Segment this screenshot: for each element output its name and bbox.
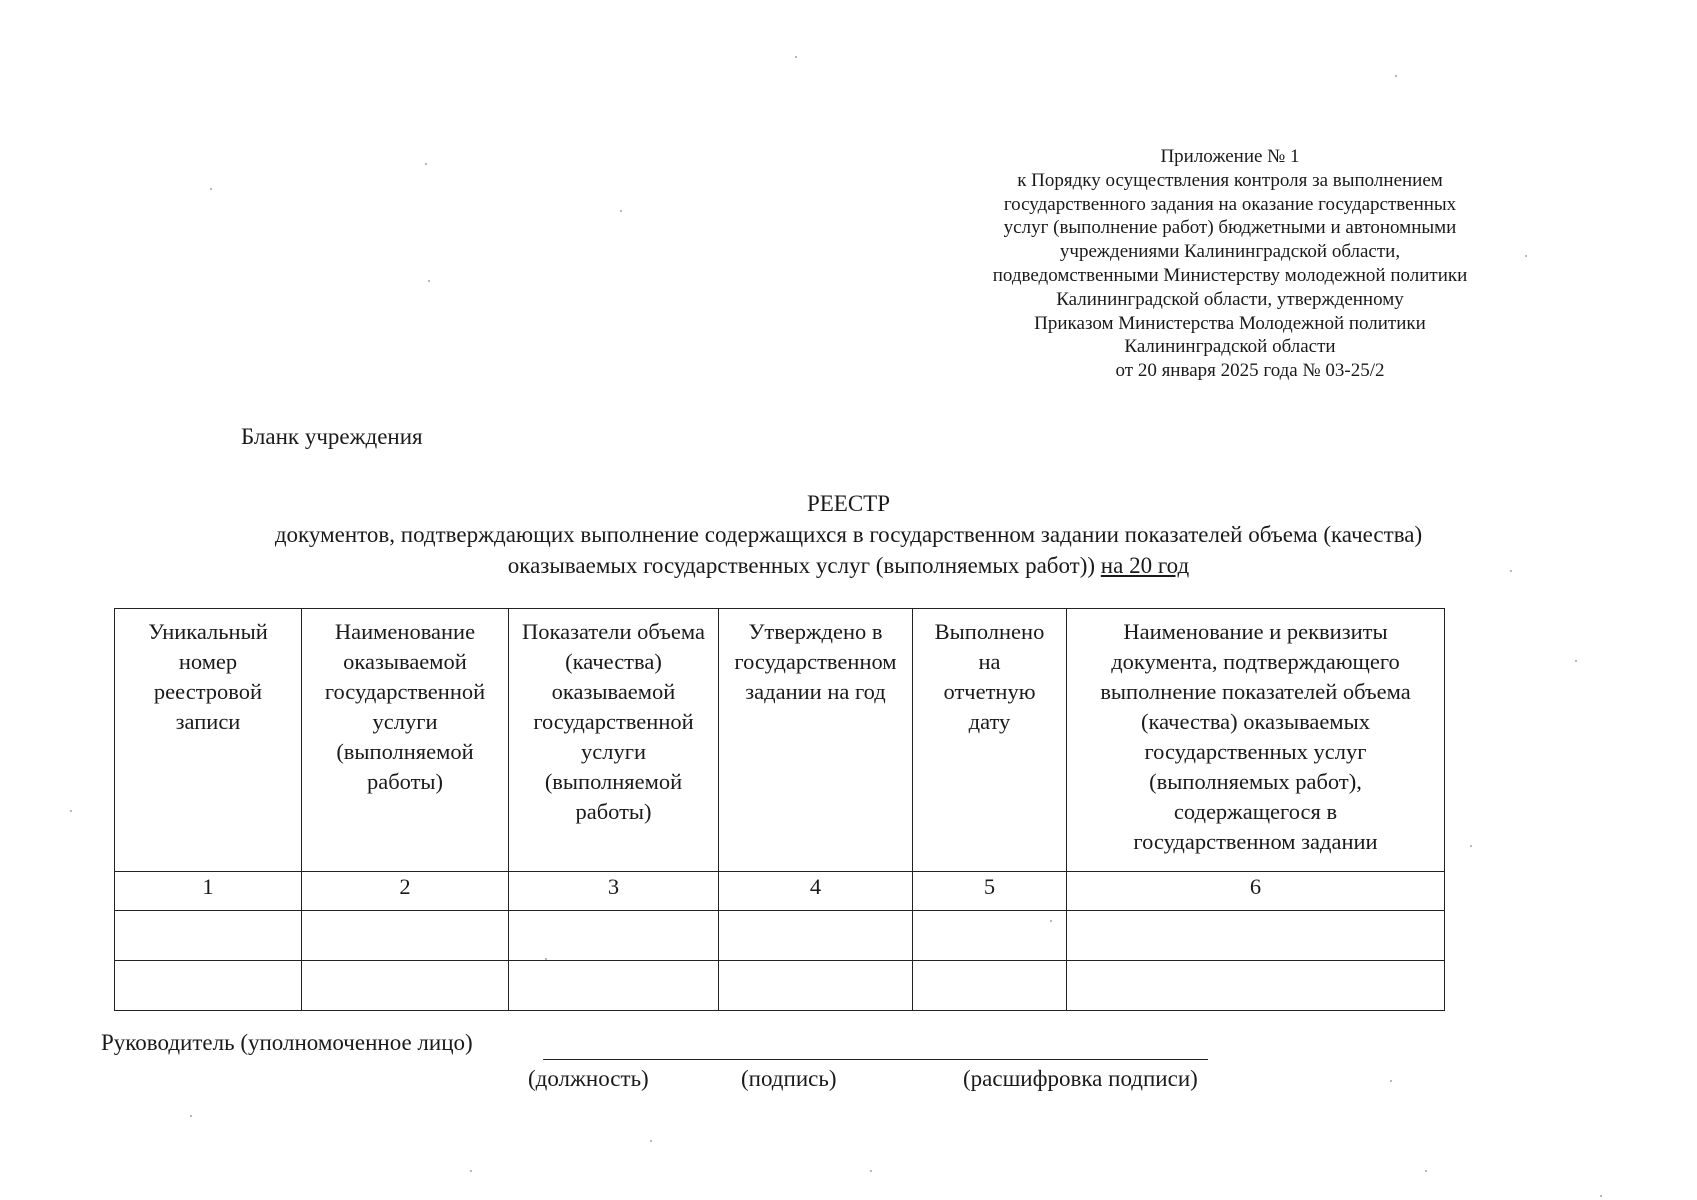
table-cell — [115, 961, 302, 1011]
scan-speck — [70, 810, 72, 812]
title-line-2-text: оказываемых государственных услуг (выполняемых работ)) — [507, 553, 1101, 578]
scan-speck — [795, 56, 797, 58]
scan-speck — [620, 210, 622, 212]
table-cell — [1067, 911, 1445, 961]
column-header-approved: Утверждено в государственном задании на год — [719, 609, 913, 872]
appendix-line: к Порядку осуществления контроля за выполнением — [1017, 169, 1443, 191]
scan-speck — [470, 1170, 472, 1172]
column-header-document-details: Наименование и реквизиты документа, подтверждающего выполнение показателей объема (качества) оказываемых государственных услуг (выполняемых работ), содержащегося в государственном задании — [1067, 609, 1445, 872]
table-row — [115, 911, 1445, 961]
scan-speck — [1525, 255, 1527, 257]
column-number: 1 — [115, 872, 302, 911]
table-cell — [719, 911, 913, 961]
scan-speck — [650, 1140, 652, 1142]
appendix-line: Приказом Министерства Молодежной политики — [1034, 312, 1426, 334]
scan-speck — [190, 1115, 192, 1117]
appendix-line: Приложение № 1 — [1160, 146, 1300, 167]
table-cell — [302, 961, 509, 1011]
appendix-line: услуг (выполнение работ) бюджетными и автономными — [1003, 217, 1457, 239]
table-cell — [509, 961, 719, 1011]
appendix-block — [930, 145, 1530, 383]
title-line-2 — [0, 550, 1697, 581]
table-cell — [913, 911, 1067, 961]
caption-position: (должность) — [528, 1066, 649, 1091]
column-number: 5 — [913, 872, 1067, 911]
appendix-line: подведомственными Министерству молодежной политики — [992, 264, 1468, 286]
signature-line — [543, 1059, 1208, 1060]
appendix-line: Калининградской области, утвержденному — [1056, 288, 1404, 310]
scan-speck — [545, 958, 547, 960]
table-row — [115, 961, 1445, 1011]
institution-letterhead-label: Бланк учреждения — [241, 424, 423, 449]
scan-speck — [1470, 845, 1472, 847]
table-cell — [509, 911, 719, 961]
table-cell — [115, 911, 302, 961]
table-cell — [302, 911, 509, 961]
column-number: 4 — [719, 872, 913, 911]
column-header-registry-number: Уникальный номер реестровой записи — [115, 609, 302, 872]
registry-table — [114, 608, 1445, 1011]
column-header-indicators: Показатели объема (качества) оказываемой государственной услуги (выполняемой работы) — [509, 609, 719, 872]
column-number-row — [115, 872, 1445, 911]
scan-speck — [1395, 75, 1397, 77]
signature-label: Руководитель (уполномоченное лицо) — [101, 1030, 473, 1055]
table-cell — [913, 961, 1067, 1011]
document-title — [0, 488, 1697, 581]
title-line-1: документов, подтверждающих выполнение содержащихся в государственном задании показателей объема (качества) — [274, 522, 1423, 547]
scan-speck — [1050, 920, 1052, 922]
scan-speck — [1575, 660, 1577, 662]
title-year: на 20 год — [1100, 553, 1190, 578]
scan-speck — [1600, 1195, 1602, 1197]
title-heading: РЕЕСТР — [806, 491, 891, 516]
scan-speck — [870, 1170, 872, 1172]
column-header-completed: Выполнено на отчетную дату — [913, 609, 1067, 872]
appendix-line: учреждениями Калининградской области, — [1059, 241, 1401, 263]
scan-speck — [1510, 570, 1512, 572]
scan-speck — [1425, 1170, 1427, 1172]
column-number: 2 — [302, 872, 509, 911]
appendix-line: от 20 января 2025 года № 03-25/2 — [1115, 360, 1385, 382]
caption-signature: (подпись) — [741, 1066, 837, 1091]
appendix-line: государственного задания на оказание государственных — [1003, 193, 1457, 215]
appendix-line: Калининградской области — [1124, 336, 1336, 358]
table-header-row — [115, 609, 1445, 872]
column-header-service-name: Наименование оказываемой государственной услуги (выполняемой работы) — [302, 609, 509, 872]
table-cell — [1067, 961, 1445, 1011]
scan-speck — [428, 280, 430, 282]
column-number: 3 — [509, 872, 719, 911]
caption-signature-decoding: (расшифровка подписи) — [963, 1066, 1198, 1091]
column-number: 6 — [1067, 872, 1445, 911]
scan-speck — [210, 188, 212, 190]
scan-speck — [1390, 1080, 1392, 1082]
scan-speck — [425, 163, 427, 165]
table-cell — [719, 961, 913, 1011]
